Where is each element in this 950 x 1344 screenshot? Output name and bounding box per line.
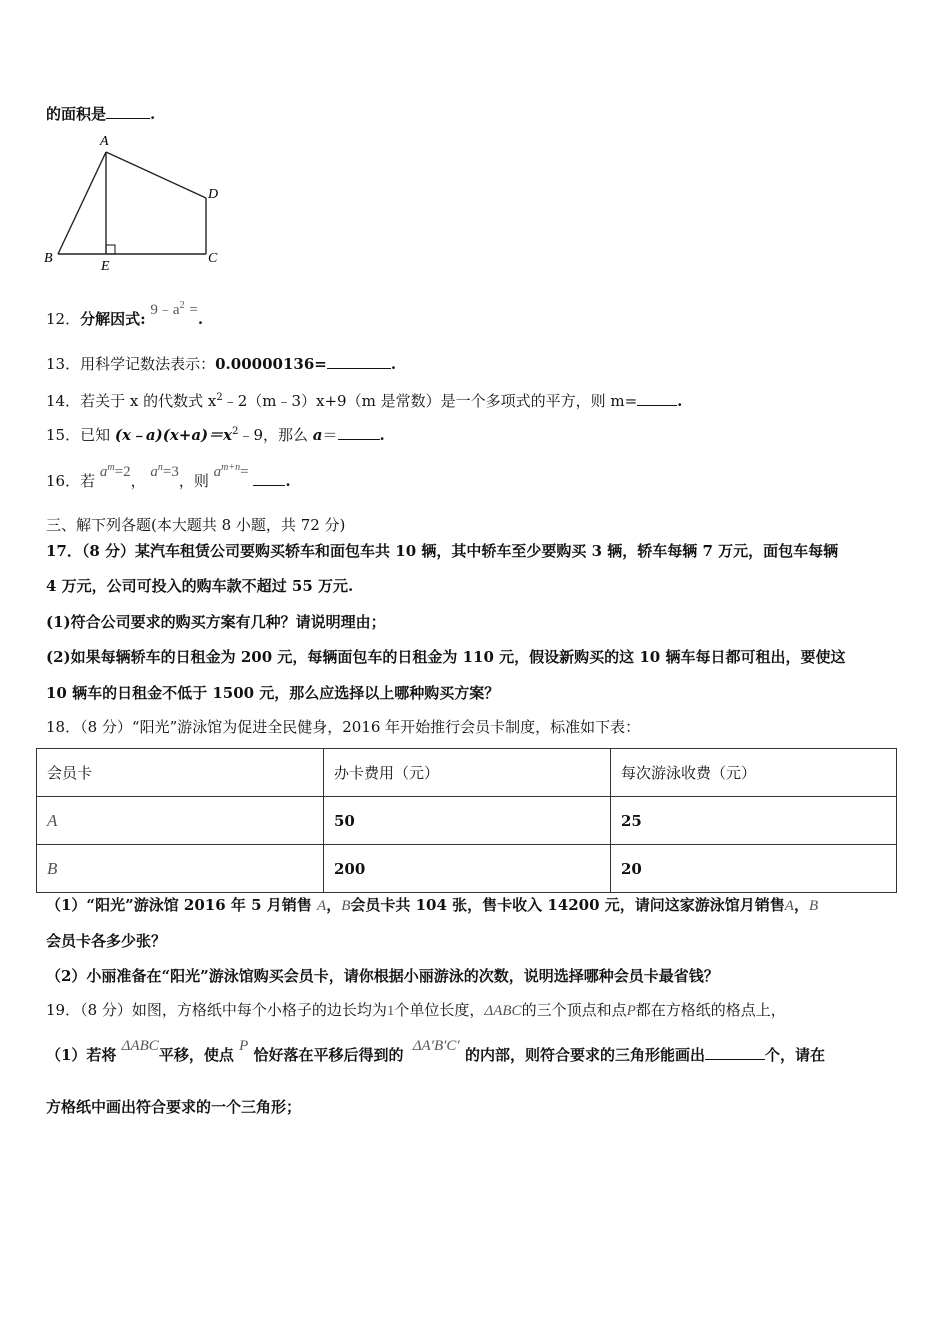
label-e: E [101,259,110,270]
q12-expression: $9﹣a^2$ = [150,300,198,318]
answer-blank[interactable] [705,1045,765,1060]
q14: 14．若关于 x 的代数式 $x^2﹣2(m﹣3)x+9(m$ 是常数）是一个多项式的平方，则 m= . [46,392,683,410]
segment-ab [58,152,106,254]
q17-line1: 17．（8 分）某汽车租赁公司要购买轿车和面包车共 10 辆，其中轿车至少要购买 3 辆，轿车每辆 7 万元，面包车每辆 [46,542,839,560]
label-d: D [208,187,219,202]
q13: 13．用科学记数法表示：0.00000136= . [46,355,397,373]
q18-line1: 18．（8 分）“阳光”游泳馆为促进全民健身，2016 年开始推行会员卡制度，标准如下表： [46,718,641,736]
answer-blank[interactable] [327,354,391,369]
answer-blank[interactable] [106,104,150,119]
right-angle-mark [106,245,115,254]
q19-sub1-line2: 方格纸中画出符合要求的一个三角形； [46,1098,302,1116]
geometry-figure [40,130,230,270]
label-c: C [208,251,218,266]
q18-sub1-line1: （1）“阳光”游泳馆 2016 年 5 月销售 A，B会员卡共 104 张，售卡收入 14200 元，请问这家游泳馆月销售A，B [46,896,819,914]
label-b: B [44,251,53,266]
expr-am: $a^m=2$ [99,462,131,480]
q17-sub1: (1)符合公司要求的购买方案有几种？请说明理由； [46,613,386,631]
q16: 16．若 $a^m=2$， $a^n=3$，则 $a^{m+n}=$ . [46,462,291,490]
label-a: A [100,134,109,149]
q18-sub2: （2）小丽准备在“阳光”游泳馆购买会员卡，请你根据小丽游泳的次数，说明选择哪种会员卡最省钱？ [46,967,719,985]
q18-sub1-line2: 会员卡各多少张？ [46,932,167,950]
table-row [37,845,897,893]
table-header: 会员卡 [37,749,324,797]
q12: 12．分解因式: $9﹣a^2$ =. [46,300,204,328]
table-cell: A [37,797,324,845]
table-cell: 200 [324,845,611,893]
table-cell: 25 [611,797,897,845]
table-cell: B [37,845,324,893]
q17-sub2a: (2)如果每辆轿车的日租金为 200 元，每辆面包车的日租金为 110 元，假设新购买的这 10 辆车每日都可租出，要使这 [46,648,846,666]
segment-da [106,152,206,198]
expr-amn: $a^{m+n}=$ [213,462,249,480]
membership-table [36,748,897,893]
table-row [37,797,897,845]
table-header: 每次游泳收费（元） [611,749,897,797]
answer-blank[interactable] [253,471,285,486]
q19-sub1-line1: （1）若将 ΔABC平移，使点 P 恰好落在平移后得到的 ΔA′B′C′ 的内部，则符合要求的三角形能画出 个，请在 [46,1038,825,1064]
q17-sub2b: 10 辆车的日租金不低于 1500 元，那么应选择以上哪种购买方案？ [46,684,500,702]
q19-line1: 19．（8 分）如图，方格纸中每个小格子的边长均为1个单位长度，ΔABC的三个顶点和点P都在方格纸的格点上， [46,1001,786,1019]
q11-tail: 的面积是 . [46,105,156,123]
answer-blank[interactable] [338,425,380,440]
expr-an: $a^n=3$ [150,462,179,480]
section-3-title: 三、解下列各题(本大题共 8 小题，共 72 分) [46,516,346,534]
table-cell: 50 [324,797,611,845]
table-header: 办卡费用（元） [324,749,611,797]
answer-blank[interactable] [637,391,677,406]
q15: 15．已知 $(x﹣a)(x+a)=x^2﹣9$，那么 a＝ . [46,426,385,444]
table-header-row [37,749,897,797]
table-cell: 20 [611,845,897,893]
q17-line2: 4 万元，公司可投入的购车款不超过 55 万元. [46,577,354,595]
